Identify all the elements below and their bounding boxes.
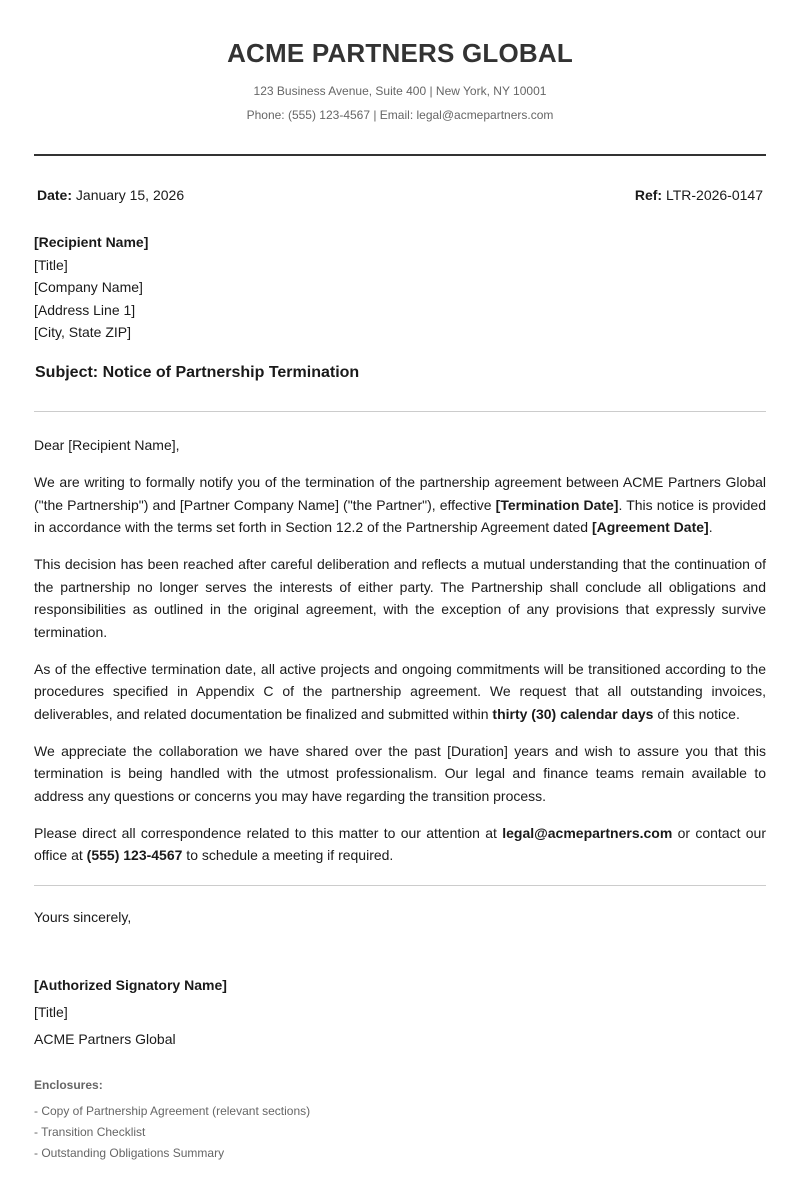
recipient-city-state-zip: [City, State ZIP] [34, 324, 131, 340]
p3-text-c: of this notice. [653, 705, 740, 722]
subject-line: Subject: Notice of Partnership Termination [35, 364, 360, 381]
date-label: Date: [37, 187, 73, 203]
recipient-block [34, 231, 148, 344]
subject-divider [34, 411, 766, 412]
recipient-title: [Title] [34, 256, 68, 273]
p1-text-a: We are writing to formally notify you of the termination of the partnership agreement between ACME Partners Global ("the Partnership") and [Partner Company Name] ("the Partner"), effective [34, 474, 766, 513]
signatory-block [34, 972, 227, 1053]
closing-divider [34, 885, 766, 886]
contact-email: legal@acmepartners.com [502, 824, 673, 841]
body-paragraph-4: We appreciate the collaboration we have shared over the past [Duration] years and wish to assure you that this termination is being handled with the utmost professionalism. Our legal and finance teams remain available to address any questions or concerns you may have regarding the transition process. [34, 742, 766, 804]
reference-label: Ref: [634, 187, 663, 203]
body-paragraph-5 [34, 822, 766, 867]
recipient-company: [Company Name] [34, 279, 143, 295]
contact-phone: (555) 123-4567 [86, 847, 183, 863]
header-divider [34, 154, 766, 156]
p5-text-c: or contact our office at [34, 824, 766, 863]
closing-line: Yours sincerely, [34, 909, 132, 925]
enclosures-block [34, 1078, 310, 1164]
body-paragraph-3 [34, 658, 766, 726]
signatory-organization: ACME Partners Global [34, 1031, 176, 1047]
enclosure-item: - Copy of Partnership Agreement (relevant sections) [34, 1104, 311, 1118]
company-address: 123 Business Avenue, Suite 400 | New York, NY 10001 [253, 84, 547, 98]
agreement-date: [Agreement Date] [591, 519, 709, 535]
company-name: ACME PARTNERS GLOBAL [227, 38, 573, 68]
termination-date: [Termination Date] [495, 496, 619, 513]
company-contact: Phone: (555) 123-4567 | Email: legal@acmepartners.com [246, 108, 554, 122]
recipient-name: [Recipient Name] [34, 234, 149, 250]
enclosure-item: - Transition Checklist [34, 1125, 146, 1139]
body-paragraph-2: This decision has been reached after careful deliberation and reflects a mutual understanding that the continuation of the partnership no longer serves the interests of either party. The Partnership shall conclude all obligations and responsibilities as outlined in the original agreement, with the exception of any provisions that expressly survive termination. [34, 556, 766, 640]
salutation: Dear [Recipient Name], [34, 437, 180, 453]
reference-line [635, 187, 763, 203]
recipient-address-line: [Address Line 1] [34, 301, 136, 318]
date-value: January 15, 2026 [75, 187, 185, 203]
signatory-title: [Title] [34, 1004, 68, 1020]
enclosure-item: - Outstanding Obligations Summary [34, 1146, 225, 1160]
body-paragraph-1 [34, 471, 766, 539]
reference-value: LTR-2026-0147 [665, 187, 763, 203]
p5-text-a: Please direct all correspondence related to this matter to our attention at [34, 824, 503, 841]
signatory-name: [Authorized Signatory Name] [34, 977, 227, 993]
deadline-period: thirty (30) calendar days [492, 705, 654, 722]
p1-text-e: . [708, 519, 713, 535]
letter-body [34, 434, 766, 881]
p3-text-a: As of the effective termination date, all active projects and ongoing commitments will be transitioned according to the procedures specified in Appendix C of the partnership agreement. We request that all outstanding invoices, deliverables, and related documentation be finalized and submitted within [34, 660, 766, 722]
enclosures-title: Enclosures: [34, 1078, 103, 1092]
p5-text-e: to schedule a meeting if required. [182, 847, 394, 863]
p1-text-c: . This notice is provided in accordance with the terms set forth in Section 12.2 of the Partnership Agreement dated [34, 496, 767, 535]
date-line [37, 187, 184, 203]
